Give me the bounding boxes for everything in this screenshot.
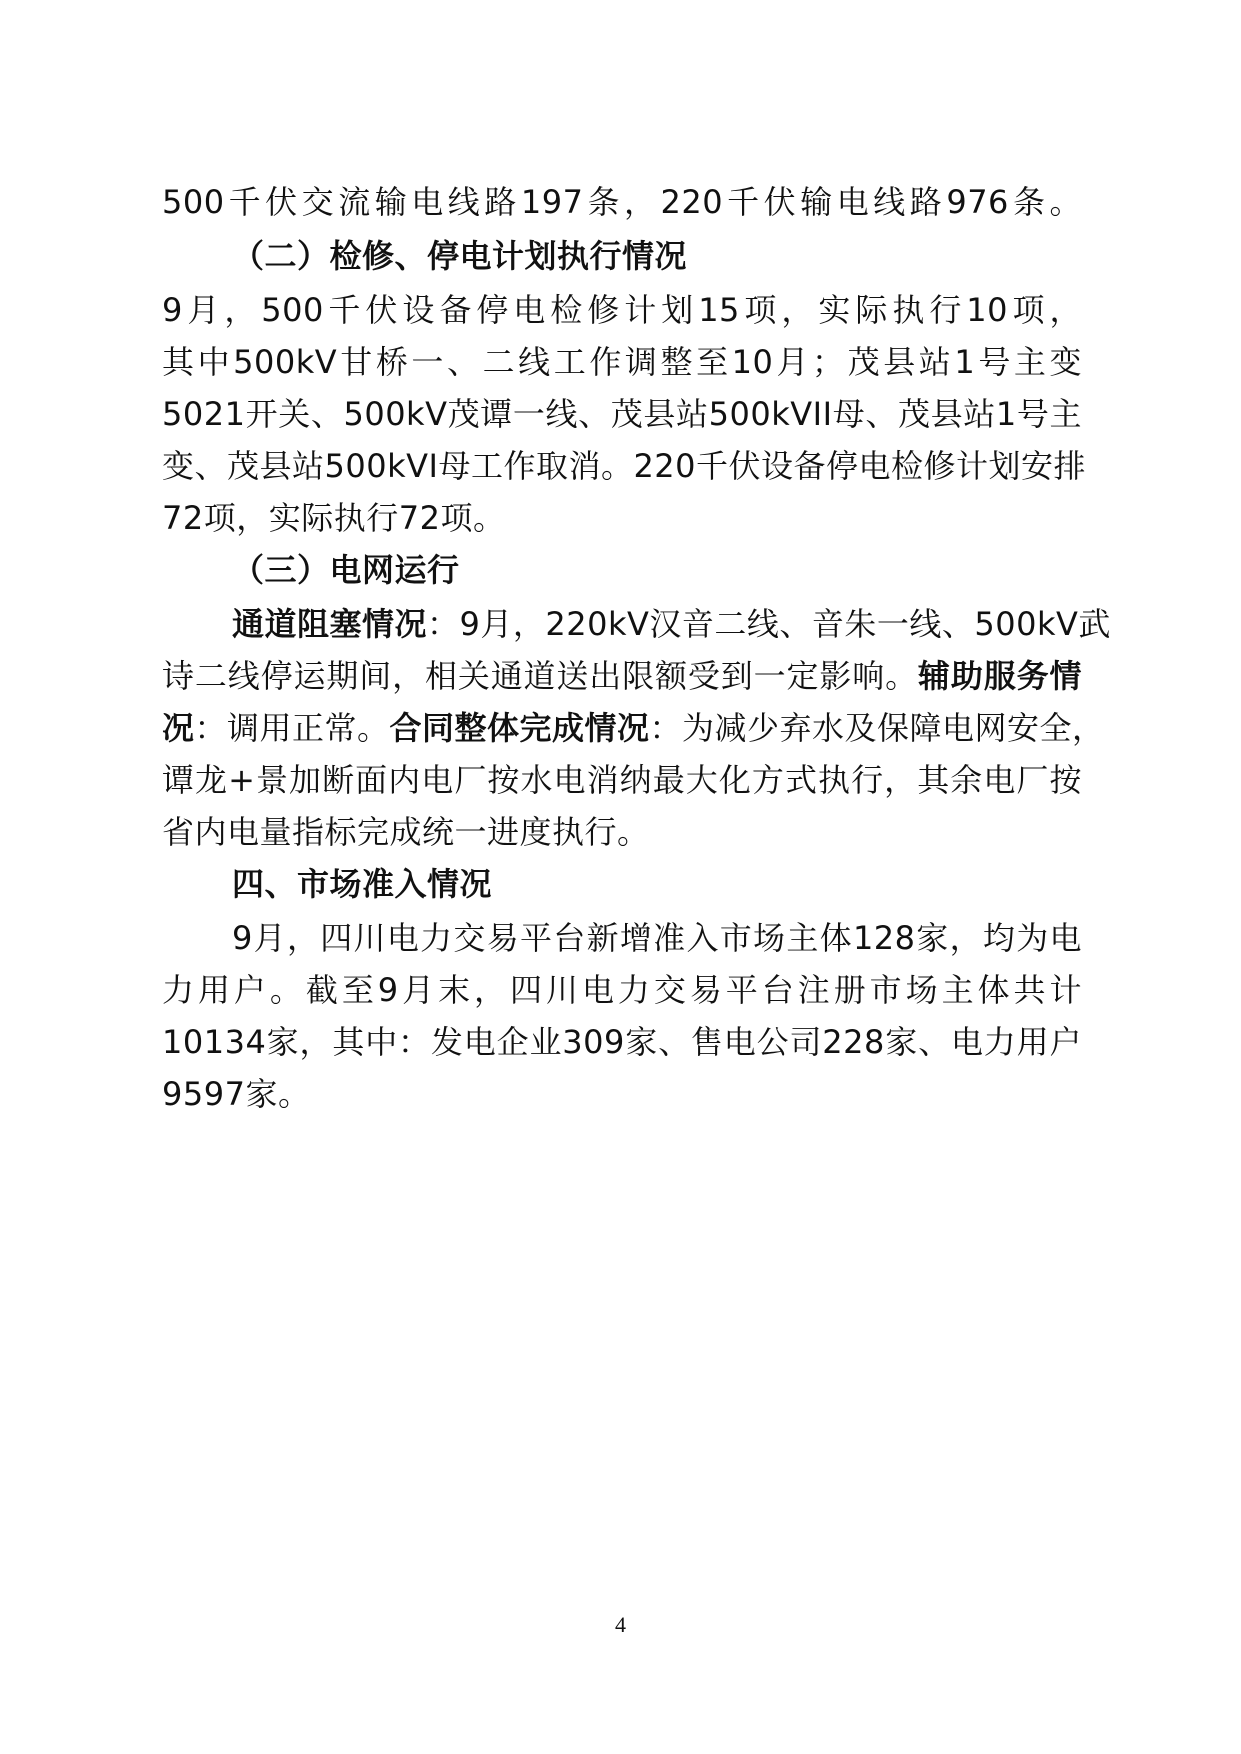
paragraph-line: 9597家。 [162, 1075, 311, 1113]
paragraph-line: 其中500kV甘桥一、二线工作调整至10月；茂县站1号主变 [162, 343, 1082, 381]
paragraph-line: 5021开关、500kV茂谭一线、茂县站500kVII母、茂县站1号主 [162, 395, 1082, 433]
paragraph-line [162, 656, 1082, 696]
paragraph-line: 力用户。截至9月末，四川电力交易平台注册市场主体共计 [162, 971, 1082, 1009]
section-heading-maintenance: （二）检修、停电计划执行情况 [232, 237, 688, 275]
paragraph-line: 500千伏交流输电线路197条，220千伏输电线路976条。 [162, 183, 1082, 221]
paragraph-line: 谭龙+景加断面内电厂按水电消纳最大化方式执行，其余电厂按 [162, 761, 1082, 799]
page-number: 4 [615, 1612, 626, 1637]
paragraph-line: 9月，500千伏设备停电检修计划15项，实际执行10项， [162, 291, 1082, 329]
inline-label-channel-congestion: 通道阻塞情况 [232, 605, 428, 643]
paragraph-line: 9月，四川电力交易平台新增准入市场主体128家，均为电 [232, 919, 1082, 957]
inline-label-ancillary-services-cont: 况 [162, 709, 195, 747]
paragraph-line [232, 604, 1111, 644]
inline-text: ：为减少弃水及保障电网安全， [649, 709, 1105, 747]
paragraph-line: 10134家，其中：发电企业309家、售电公司228家、电力用户 [162, 1023, 1082, 1061]
inline-label-ancillary-services: 辅助服务情 [918, 657, 1082, 695]
paragraph-line: 省内电量指标完成统一进度执行。 [162, 813, 650, 851]
inline-label-contract-completion: 合同整体完成情况 [389, 709, 650, 747]
inline-text: ：调用正常。 [194, 709, 390, 747]
paragraph-line: 变、茂县站500kVI母工作取消。220千伏设备停电检修计划安排 [162, 447, 1087, 485]
inline-text: ：9月，220kV汉音二线、音朱一线、500kV武 [427, 605, 1111, 643]
paragraph-line [162, 708, 1105, 748]
paragraph-line: 72项，实际执行72项。 [162, 499, 506, 537]
inline-text: 诗二线停运期间，相关通道送出限额受到一定影响。 [162, 657, 918, 695]
section-heading-grid-operation: （三）电网运行 [232, 551, 460, 589]
section-heading-market-access: 四、市场准入情况 [232, 865, 493, 903]
